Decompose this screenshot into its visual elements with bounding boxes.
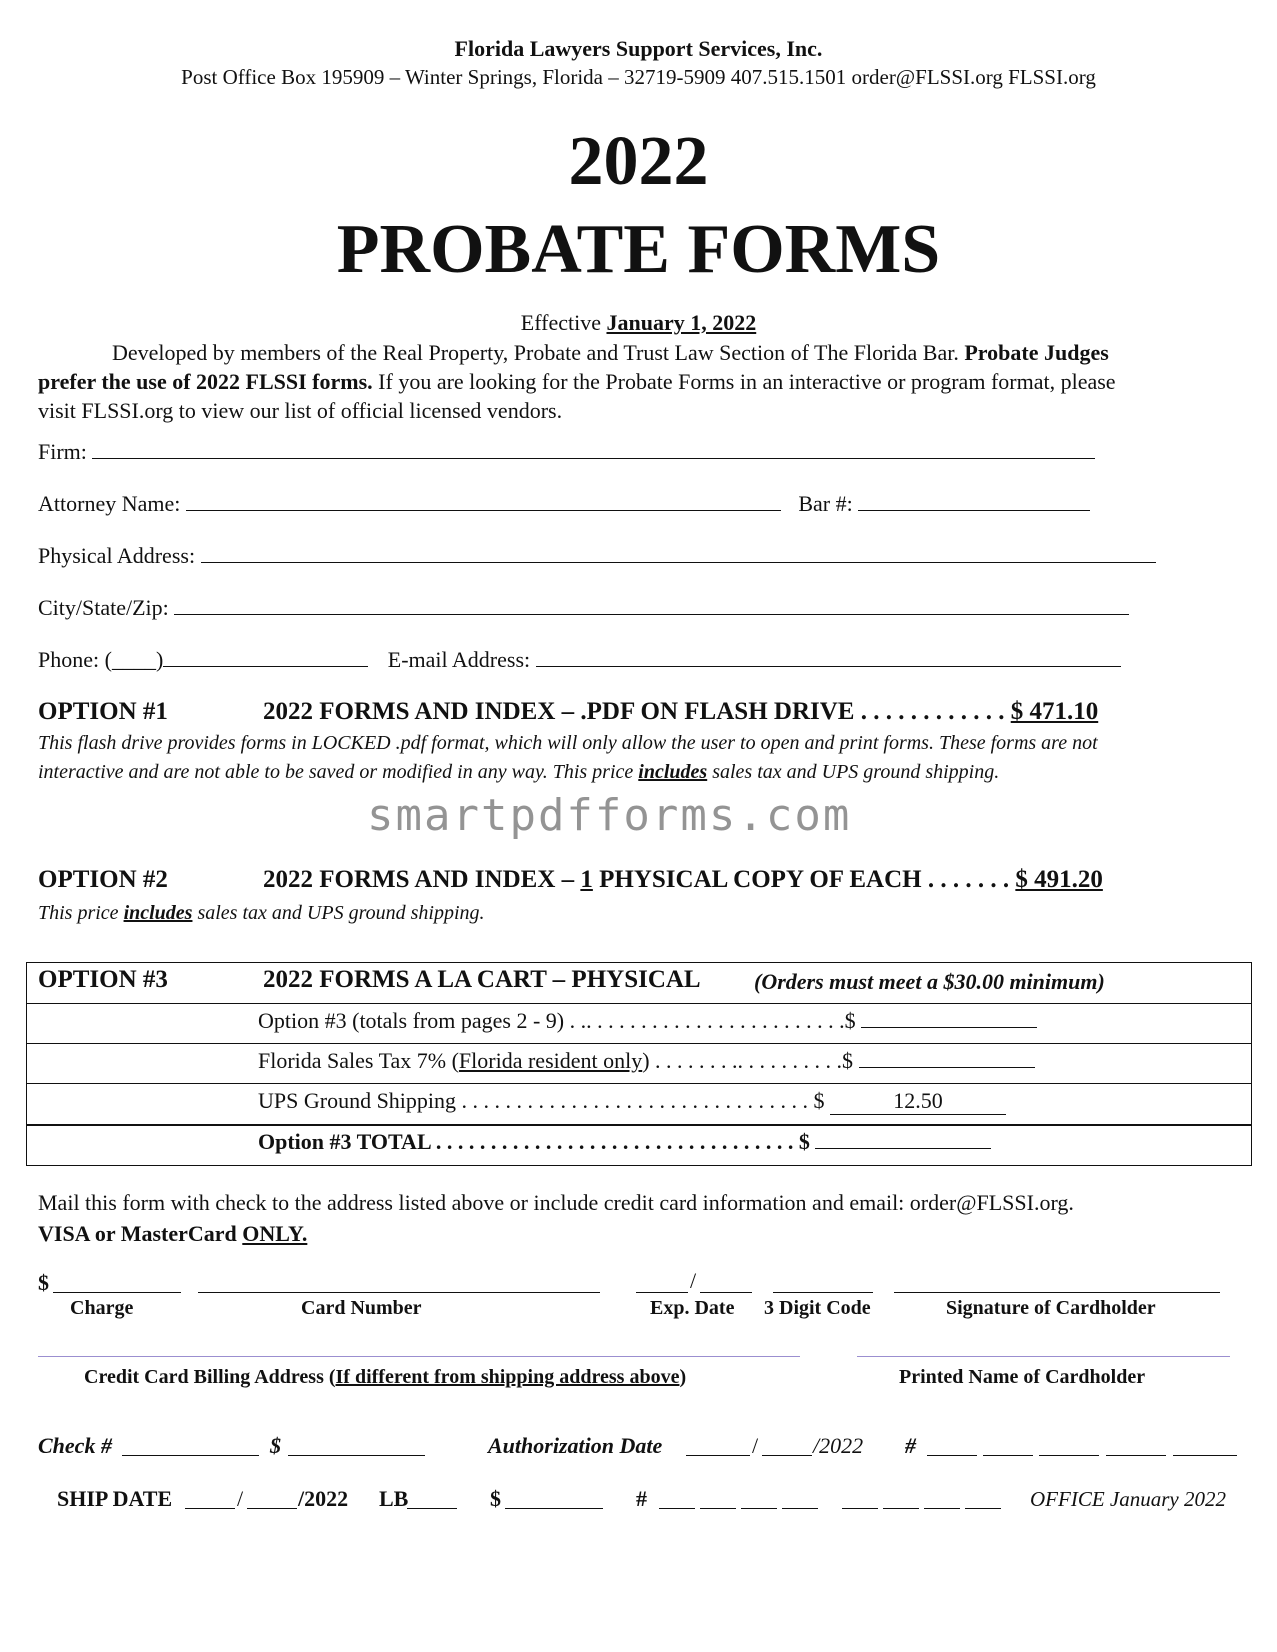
total-label: Option #3 TOTAL . . . . . . . . . . . . . . . . . . . . . . . . . . . . . . . . . $ [258,1129,810,1154]
printed-name-label: Printed Name of Cardholder [899,1366,1146,1388]
auth-slash: / [752,1433,759,1458]
option2-title-c: PHYSICAL COPY OF EACH . . . . . . . [592,866,1010,893]
tax-label-a: Florida Sales Tax 7% ( [258,1048,459,1073]
option2-desc-a: This price [38,902,124,924]
check-dollar: $ [270,1433,281,1458]
option1-label: OPTION #1 [38,698,168,725]
physical-address-field[interactable] [201,542,1156,563]
option1-includes: includes [638,761,708,783]
bar-label: Bar #: [798,491,853,516]
subtotal-field[interactable] [861,1027,1037,1028]
physical-address-label: Physical Address: [38,543,196,568]
option1-desc1: This flash drive provides forms in LOCKED .pdf format, which will only allow the user to open and print forms. These forms are not [38,732,1098,754]
total-field[interactable] [815,1148,991,1149]
phone-label: Phone: (____) [38,647,164,672]
lb-label: LB [379,1486,409,1511]
company-name: Florida Lawyers Support Services, Inc. [454,36,823,61]
intro-line1: Developed by members of the Real Property, Probate and Trust Law Section of The Florida Bar. [112,340,965,365]
ship-year: /2022 [298,1486,349,1511]
billing-label-a: Credit Card Billing Address ( [84,1366,336,1388]
card-number-label: Card Number [301,1297,422,1319]
auth-code-field[interactable] [1173,1435,1237,1456]
office-footer: OFFICE January 2022 [1030,1487,1226,1511]
firm-row [38,438,1095,465]
option2-label: OPTION #2 [38,866,168,893]
ship-dollar: $ [490,1486,501,1511]
option3-subtotal-row [258,1008,1037,1034]
attorney-row [38,490,1090,517]
option1-desc2-a: interactive and are not able to be saved or modified in any way. This price [38,761,639,783]
check-label: Check # [38,1433,112,1458]
company-address: Post Office Box 195909 – Winter Springs, Florida – 32719-5909 407.515.1501 order@FLSSI.org FLSSI.org [181,65,1096,89]
option1-desc2 [38,761,999,784]
exp-date-label: Exp. Date [650,1297,735,1319]
table-divider [26,1043,1252,1044]
digit-code-label: 3 Digit Code [764,1297,871,1319]
intro-paragraph [38,338,1248,425]
tracking-field[interactable] [700,1488,736,1509]
mail-instructions: Mail this form with check to the address listed above or include credit card information and email: order@FLSSI.org. [38,1190,1074,1215]
effective-date [0,310,1277,336]
ship-hash: # [636,1486,647,1511]
auth-month-field[interactable] [686,1435,750,1456]
table-divider [26,1124,1252,1126]
signature-label: Signature of Cardholder [946,1297,1156,1319]
auth-code-field[interactable] [1039,1435,1099,1456]
attorney-name-field[interactable] [186,490,781,511]
signature-field[interactable] [894,1272,1220,1293]
option1-title [263,698,1098,726]
option2-includes: includes [123,902,193,924]
intro-judges: Probate Judges [964,340,1109,365]
tracking-field[interactable] [965,1488,1001,1509]
city-state-zip-field[interactable] [174,594,1129,615]
billing-label-b: If different from shipping address above [335,1366,680,1388]
tax-label-c: ) . . . . . . . .. . . . . . . . . .$ [642,1048,854,1073]
option1-price: $ 471.10 [1010,698,1099,725]
tax-field[interactable] [859,1067,1035,1068]
ship-slash: / [237,1486,244,1511]
address-row [38,542,1156,569]
billing-label-c: ) [679,1366,687,1388]
shipping-label: UPS Ground Shipping . . . . . . . . . . . . . . . . . . . . . . . . . . . . . . . . $ [258,1088,825,1113]
option2-title [263,866,1103,894]
tracking-field[interactable] [741,1488,777,1509]
email-field[interactable] [536,646,1121,667]
card-types-a: VISA or MasterCard [38,1221,243,1246]
ship-date-label: SHIP DATE [57,1486,173,1511]
option3-minimum-note: (Orders must meet a $30.00 minimum) [754,969,1105,994]
billing-address-field[interactable] [38,1356,800,1357]
option2-title-b: 1 [580,866,593,893]
ship-day-field[interactable] [247,1488,297,1509]
charge-label: Charge [70,1297,134,1319]
charge-field[interactable] [53,1272,181,1293]
security-code-field[interactable] [773,1272,873,1293]
charge-dollar: $ [38,1270,49,1295]
tracking-field[interactable] [659,1488,695,1509]
auth-code-field[interactable] [983,1435,1033,1456]
option3-label: OPTION #3 [38,966,168,993]
attorney-label: Attorney Name: [38,491,181,516]
card-types [38,1221,307,1247]
city-label: City/State/Zip: [38,595,169,620]
firm-label: Firm: [38,439,87,464]
auth-year: /2022 [813,1433,864,1458]
option1-title-text: 2022 FORMS AND INDEX – .PDF ON FLASH DRIVE . . . . . . . . . . . . [263,698,1005,725]
table-divider [26,1083,1252,1084]
tracking-field[interactable] [842,1488,878,1509]
intro-prefer: prefer the use of 2022 FLSSI forms. [38,369,373,394]
option2-desc [38,902,485,925]
tax-label-b: Florida resident only [458,1048,643,1073]
title-year: 2022 [568,123,709,200]
exp-slash: / [690,1268,697,1293]
option1-desc2-c: sales tax and UPS ground shipping. [707,761,1000,783]
tracking-field[interactable] [924,1488,960,1509]
option3-title: 2022 FORMS A LA CART – PHYSICAL [263,966,701,993]
option2-price: $ 491.20 [1015,866,1103,893]
watermark: smartpdfforms.com [367,790,852,841]
option2-desc-c: sales tax and UPS ground shipping. [192,902,485,924]
ship-month-field[interactable] [185,1488,235,1509]
city-row [38,594,1129,621]
auth-code-field[interactable] [927,1435,977,1456]
intro-line2: If you are looking for the Probate Forms in an interactive or program format, please [372,369,1116,394]
option2-title-a: 2022 FORMS AND INDEX – [263,866,581,893]
card-number-field[interactable] [198,1272,600,1293]
tracking-field[interactable] [883,1488,919,1509]
authorization-label: Authorization Date [488,1433,663,1458]
effective-date-value: January 1, 2022 [606,310,757,335]
exp-year-field[interactable] [700,1272,752,1293]
lb-field[interactable] [407,1488,457,1509]
option3-total-row [258,1129,991,1155]
auth-day-field[interactable] [762,1435,812,1456]
check-number-field[interactable] [122,1435,259,1456]
auth-hash: # [905,1433,916,1458]
phone-row [38,646,1121,673]
option3-shipping-row [258,1088,1006,1115]
bar-number-field[interactable] [858,490,1090,511]
card-types-only: ONLY. [242,1221,308,1246]
check-amount-field[interactable] [288,1435,425,1456]
printed-name-field[interactable] [857,1356,1230,1357]
ship-amount-field[interactable] [505,1488,603,1509]
email-label: E-mail Address: [387,647,531,672]
exp-month-field[interactable] [636,1272,688,1293]
subtotal-label: Option #3 (totals from pages 2 - 9) . .. . . . . . . . . . . . . . . . . . . . . . . .$ [258,1008,856,1033]
effective-prefix: Effective [520,310,607,335]
tracking-field[interactable] [782,1488,818,1509]
page-title: PROBATE FORMS [336,211,941,288]
phone-field[interactable] [163,646,368,667]
table-divider [26,1003,1252,1004]
auth-code-field[interactable] [1106,1435,1166,1456]
firm-field[interactable] [92,438,1095,459]
shipping-field[interactable]: 12.50 [830,1088,1006,1115]
billing-address-label [84,1366,686,1389]
option3-tax-row [258,1048,1035,1074]
intro-line3: visit FLSSI.org to view our list of official licensed vendors. [38,398,563,423]
